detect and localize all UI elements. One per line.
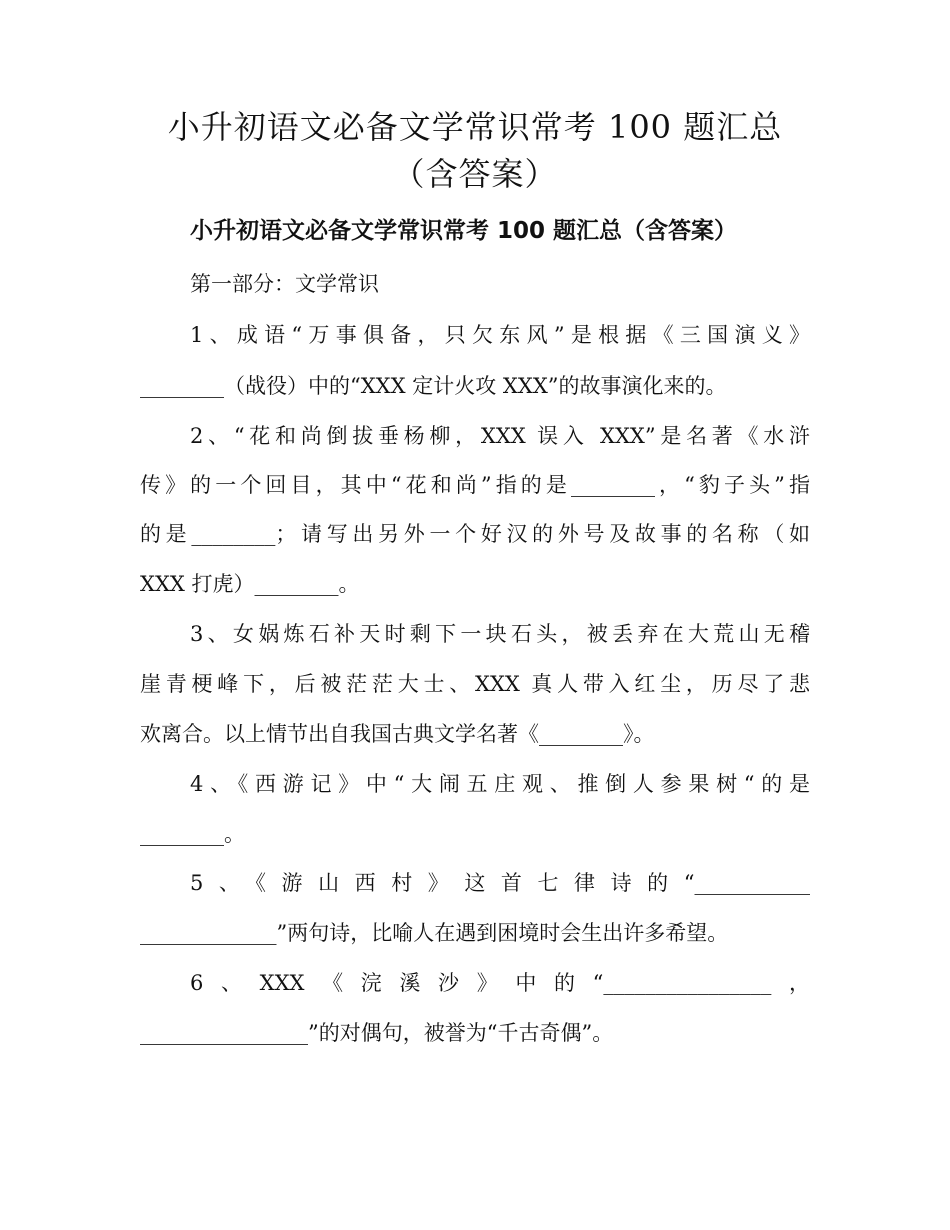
question-6-line-2: ________________”的对偶句，被誉为“千古奇偶”。 [140, 1021, 614, 1045]
question-5-line-1: 5、《游山西村》这首七律诗的“___________ [190, 871, 810, 895]
document-title-line1: 小升初语文必备文学常识常考 100 题汇总 [167, 108, 783, 146]
question-1-line-2: ________（战役）中的“XXX 定计火攻 XXX”的故事演化来的。 [140, 374, 727, 398]
document-title-line2: （含答案） [392, 155, 558, 193]
document-subtitle: 小升初语文必备文学常识常考 100 题汇总（含答案） [190, 218, 738, 244]
question-3-line-3: 欢离合。以上情节出自我国古典文学名著《________》。 [140, 722, 655, 746]
question-5-line-2: _____________”两句诗，比喻人在遇到困境时会生出许多希望。 [140, 921, 729, 945]
question-3-line-1: 3、女娲炼石补天时剩下一块石头，被丢弃在大荒山无稽 [190, 622, 810, 646]
question-3-line-2: 崖青梗峰下，后被茫茫大士、XXX 真人带入红尘，历尽了悲 [140, 672, 810, 696]
question-4-line-2: ________。 [140, 822, 245, 846]
question-6-line-1: 6、XXX《浣溪沙》中的“________________， [190, 971, 810, 995]
question-1-line-1: 1、成语“万事俱备，只欠东风”是根据《三国演义》 [190, 323, 810, 347]
question-4-line-1: 4、《西游记》中“大闹五庄观、推倒人参果树“的是 [190, 772, 810, 796]
section-heading: 第一部分：文学常识 [190, 272, 379, 296]
question-2-line-3: 的是________；请写出另外一个好汉的外号及故事的名称（如 [140, 522, 810, 546]
question-2-line-2: 传》的一个回目，其中“花和尚”指的是________，“豹子头”指 [140, 473, 810, 497]
question-2-line-4: XXX 打虎）________。 [140, 572, 360, 596]
question-2-line-1: 2、“花和尚倒拔垂杨柳，XXX 误入 XXX”是名著《水浒 [190, 424, 810, 448]
